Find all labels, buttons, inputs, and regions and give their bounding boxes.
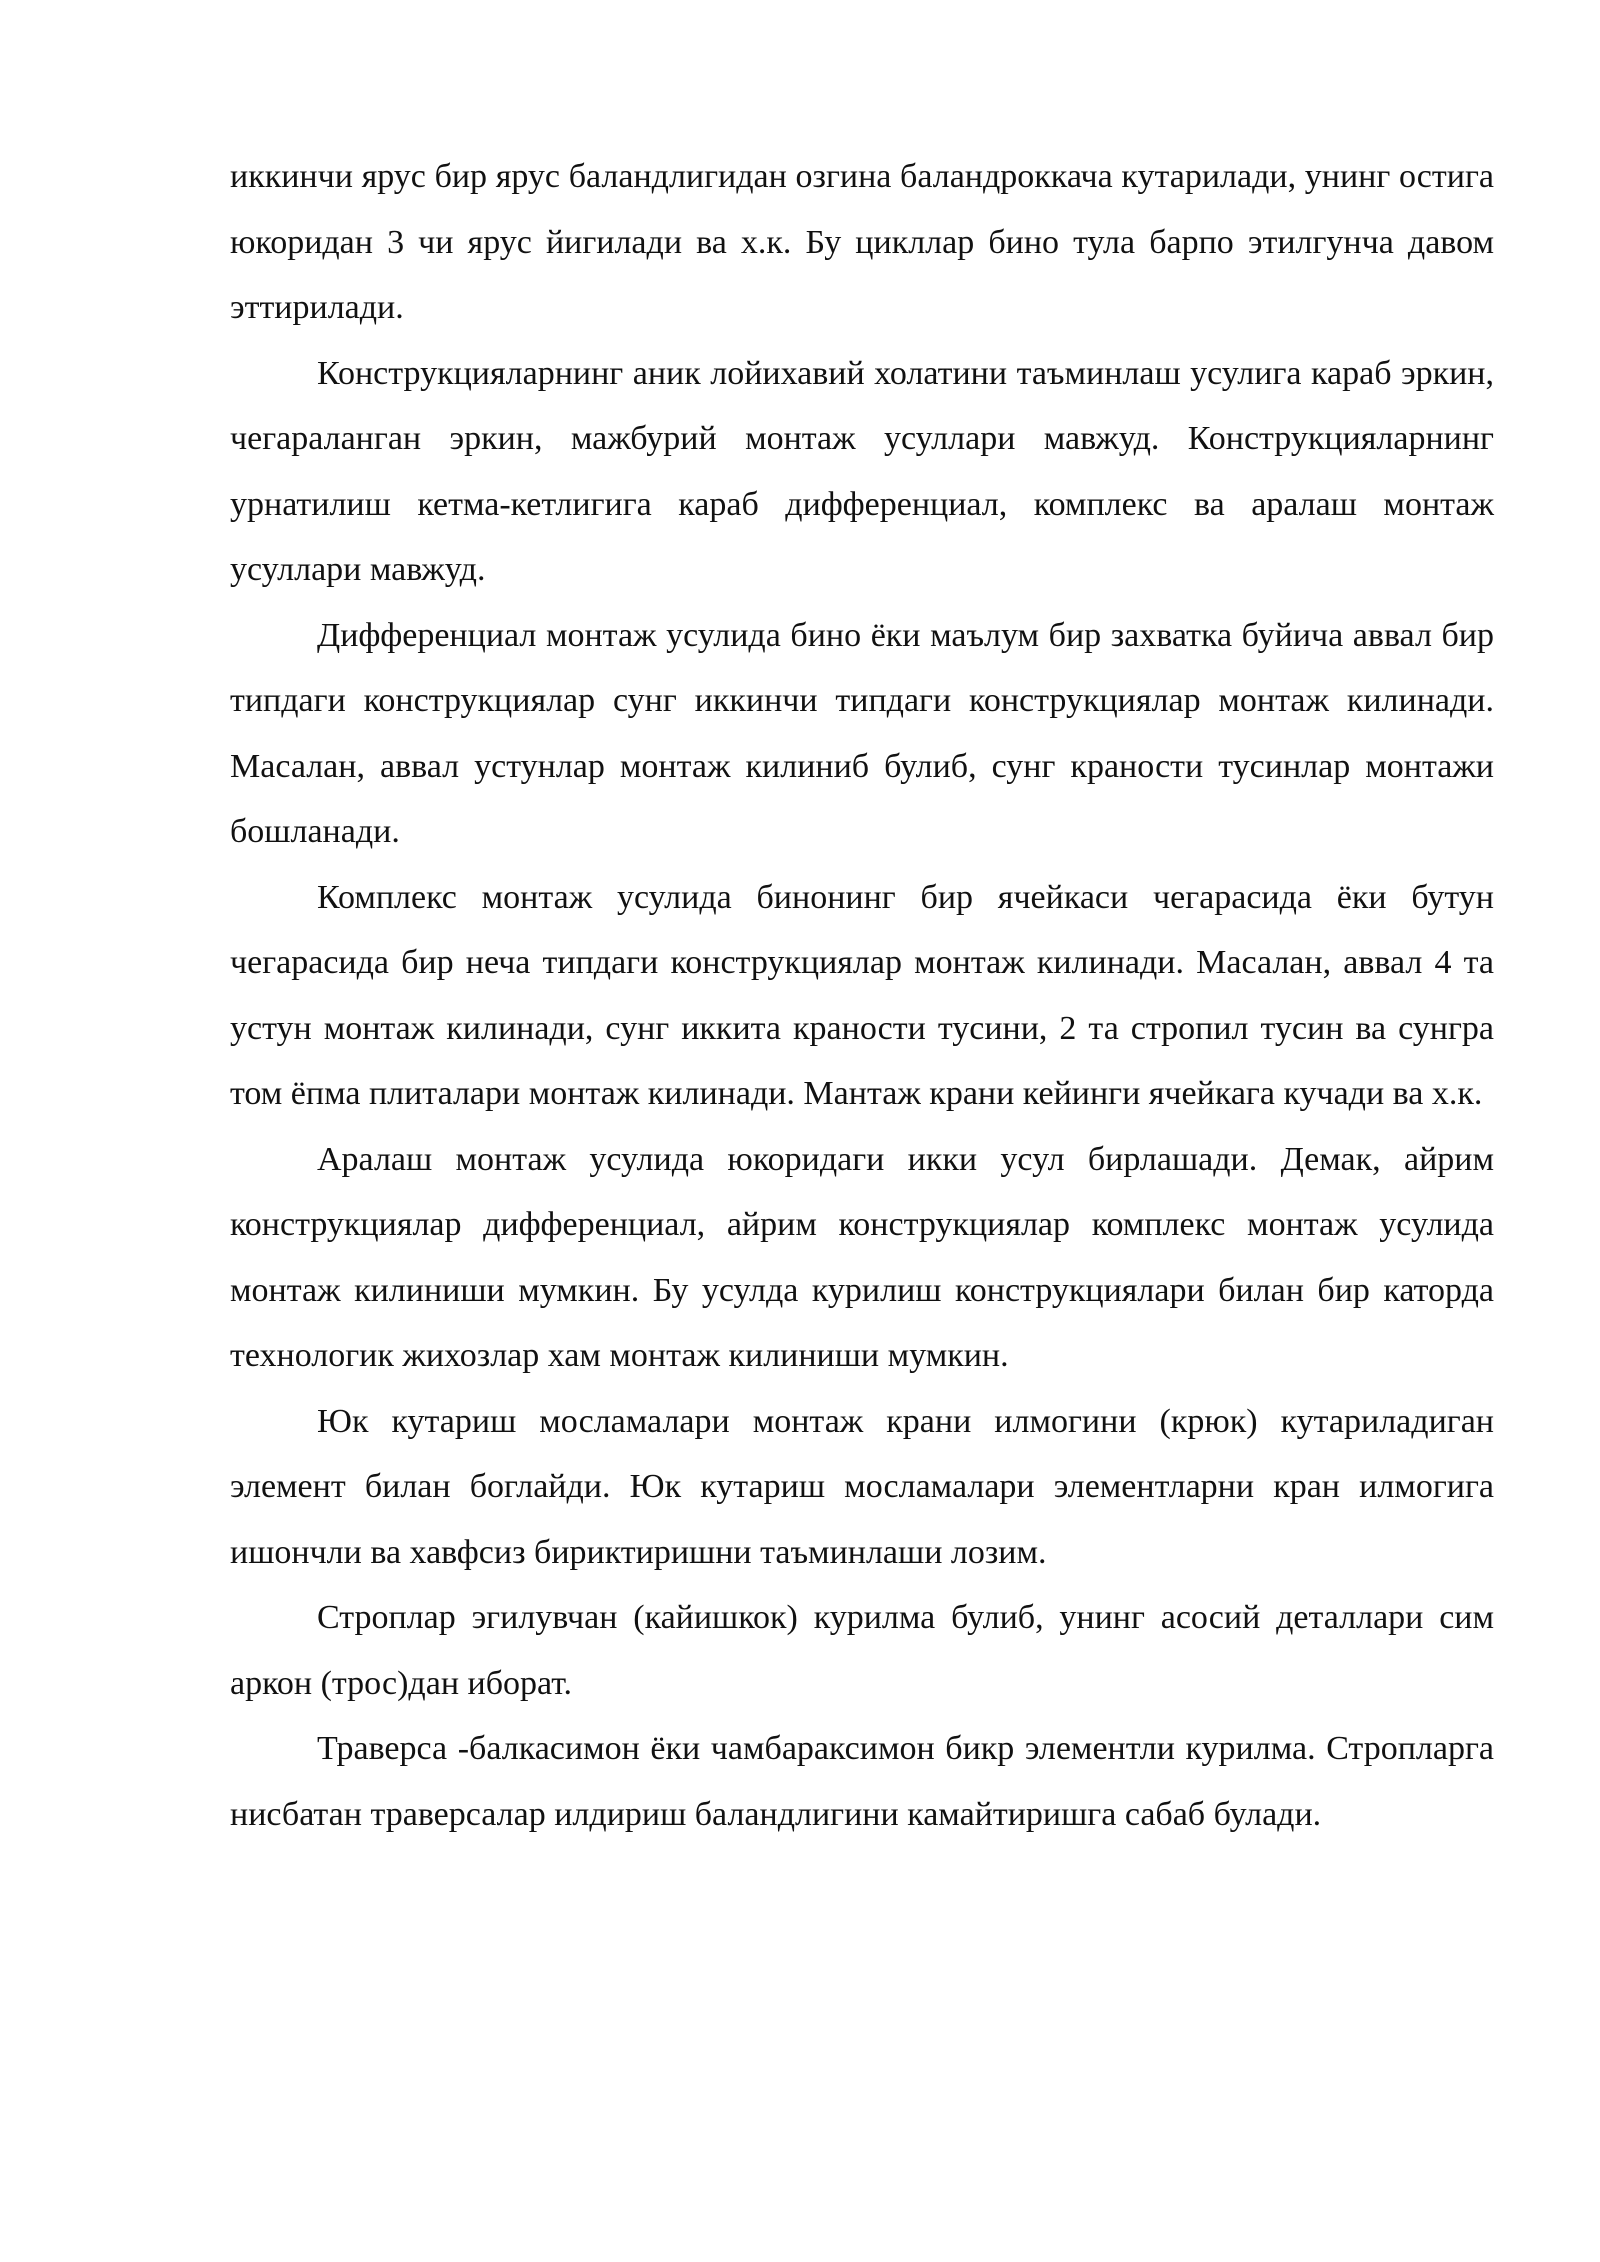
paragraph-3: Дифференциал монтаж усулида бино ёки маълум бир захватка буйича аввал бир типдаги конструкциялар сунг иккинчи типдаги конструкциялар монтаж килинади. Масалан, аввал устунлар монтаж килиниб булиб, сунг краности тусинлар монтажи бошланади. — [230, 616, 1494, 850]
paragraph-2: Конструкцияларнинг аник лойихавий холатини таъминлаш усулига караб эркин, чегараланган эркин, мажбурий монтаж усуллари мавжуд. Конструкцияларнинг урнатилиш кетма-кетлигига караб дифференциал, комплекс ва аралаш монтаж усуллари мавжуд. — [230, 354, 1494, 588]
paragraph-7: Строплар эгилувчан (кайишкок) курилма булиб, унинг асосий деталлари сим аркон (трос)дан иборат. — [230, 1599, 1494, 1702]
paragraph-4: Комплекс монтаж усулида бинонинг бир ячейкаси чегарасида ёки бутун чегарасида бир неча типдаги конструкциялар монтаж килинади. Масалан, аввал 4 та устун монтаж килинади, сунг иккита краности тусини, 2 та стропил тусин ва сунгра том ёпма плиталари монтаж килинади. Мантаж крани кейинги ячейкага кучади ва х.к. — [230, 878, 1494, 1112]
paragraph-1: иккинчи ярус бир ярус баландлигидан озгина баландроккача кутарилади, унинг остига юкоридан 3 чи ярус йигилади ва х.к. Бу цикллар бино тула барпо этилгунча давом эттирилади. — [230, 158, 1494, 326]
paragraph-6: Юк кутариш мосламалари монтаж крани илмогини (крюк) кутариладиган элемент билан боглайди. Юк кутариш мосламалари элементларни кран илмогига ишончли ва хавфсиз бириктиришни таъминлаши лозим. — [230, 1402, 1494, 1571]
paragraph-8: Траверса -балкасимон ёки чамбараксимон бикр элементли курилма. Стропларга нисбатан траверсалар илдириш баландлигини камайтиришга сабаб булади. — [230, 1730, 1494, 1833]
document-page — [230, 144, 1494, 1847]
paragraph-5: Аралаш монтаж усулида юкоридаги икки усул бирлашади. Демак, айрим конструкциялар дифференциал, айрим конструкциялар комплекс монтаж усулида монтаж килиниши мумкин. Бу усулда курилиш конструкциялари билан бир каторда технологик жихозлар хам монтаж килиниши мумкин. — [230, 1140, 1494, 1374]
